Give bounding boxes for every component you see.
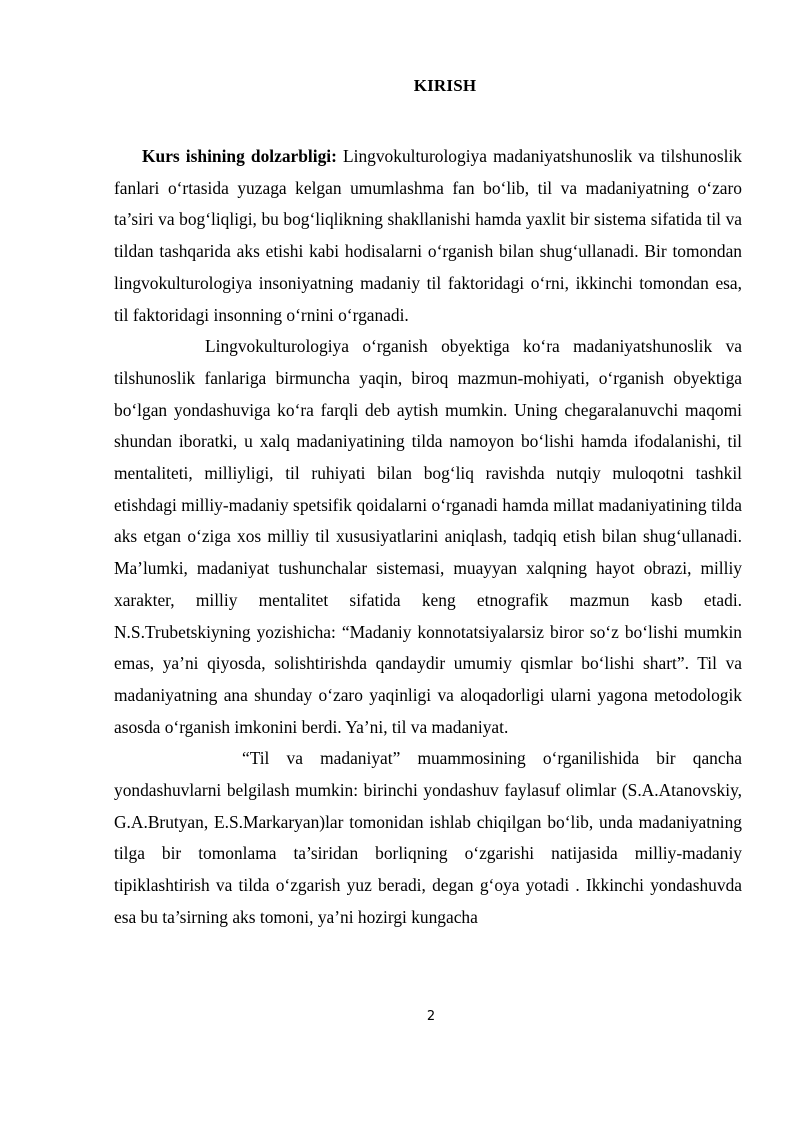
section-title: KIRISH (413, 76, 477, 95)
page-number: 2 (426, 1009, 436, 1024)
paragraph-object-of-study: Lingvokulturologiya o‘rganish obyektiga ko‘ra madaniyatshunoslik va tilshunoslik fanlariga birmuncha yaqin, biroq mazmun-mohiyati, o‘rganish obyektiga bo‘lgan yondashuviga ko‘ra farqli deb aytish mumkin. Uning chegaralanuvchi maqomi shundan iboratki, u xalq madaniyatining tilda namoyon bo‘lishi hamda ifodalanishi, til mentaliteti, milliyligi, til ruhiyati bilan bog‘liq ravishda nutqiy muloqotni tashkil etishdagi milliy-madaniy spetsifik qoidalarni o‘rganadi hamda millat madaniyatining tilda aks etgan o‘ziga xos milliy til xususiyatlarini aniqlash, tadqiq etish bilan shug‘ullanadi. Ma’lumki, madaniyat tushunchalar sistemasi, muayyan xalqning hayot obrazi, milliy xarakter, milliy mentalitet sifatida keng etnografik mazmun kasb etadi. N.S.Trubetskiyning yozishicha: “Madaniy konnotatsiyalarsiz biror so‘z bo‘lishi mumkin emas, ya’ni qiyosda, solishtirishda qandaydir umumiy qismlar bo‘lishi shart”. Til va madaniyatning ana shunday o‘zaro yaqinligi va aloqadorligi ularni yagona metodologik asosda o‘rganish imkonini berdi. Ya’ni, til va madaniyat. (114, 336, 742, 737)
paragraph-approaches: “Til va madaniyat” muammosining o‘rganilishida bir qancha yondashuvlarni belgilash mumkin: birinchi yondashuv faylasuf olimlar (S.A.Atanovskiy, G.A.Brutyan, E.S.Markaryan)lar tomonidan ishlab chiqilgan bo‘lib, unda madaniyatning tilga bir tomonlama ta’siridan borliqning o‘zgarishi natijasida milliy-madaniy tipiklashtirish va tilda o‘zgarish yuz beradi, degan g‘oya yotadi . Ikkinchi yondashuvda esa bu ta’sirning aks tomoni, ya’ni hozirgi kungacha (114, 748, 742, 927)
paragraph-text: Lingvokulturologiya madaniyatshunoslik va tilshunoslik fanlari o‘rtasida yuzaga kelgan umumlashma fan bo‘lib, til va madaniyatning o‘zaro ta’siri va bog‘liqligi, bu bog‘liqlikning shakllanishi hamda yaxlit bir sistema sifatida til va tildan tashqarida aks etishi kabi hodisalarni o‘rganish bilan shug‘ullanadi. Bir tomondan lingvokulturologiya insoniyatning madaniy til faktoridagi o‘rni, ikkinchi tomondan esa, til faktoridagi insonning o‘rnini o‘rganadi. (114, 146, 742, 325)
paragraph-relevance (114, 141, 742, 331)
paragraph-lead-heading: Kurs ishining dolzarbligi: (142, 146, 337, 166)
document-body (114, 141, 742, 934)
